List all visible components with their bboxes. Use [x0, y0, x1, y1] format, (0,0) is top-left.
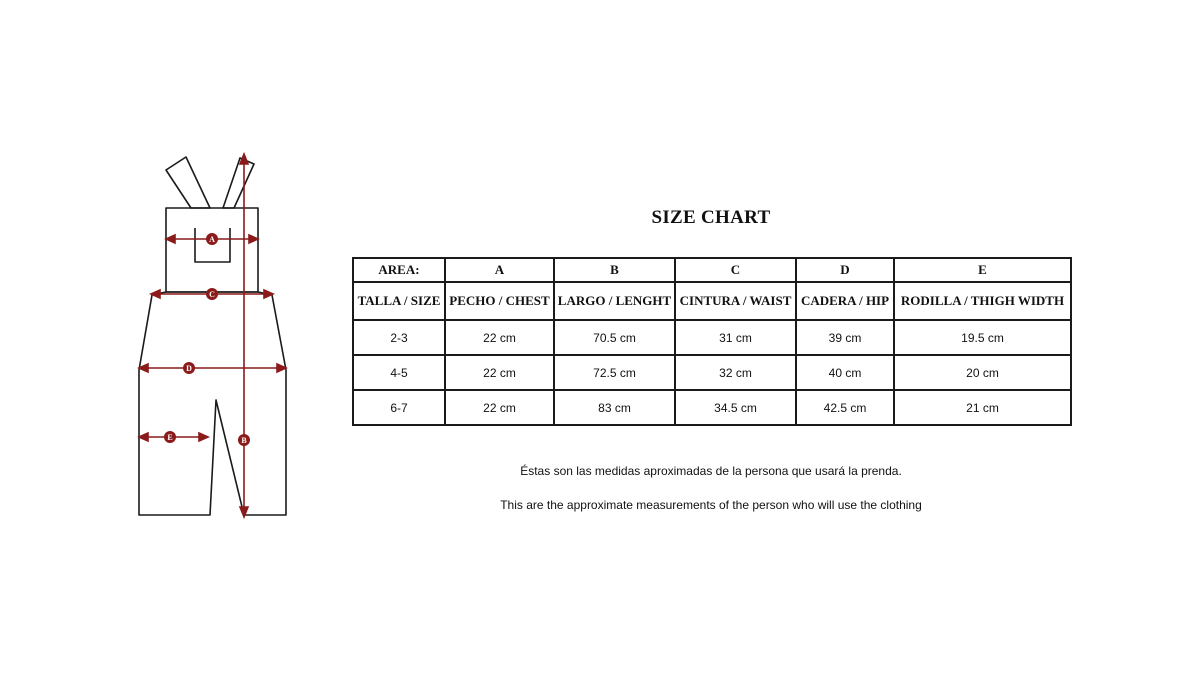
- cell-chest: 22 cm: [445, 320, 554, 355]
- cell-waist: 31 cm: [675, 320, 796, 355]
- cell-length: 83 cm: [554, 390, 675, 425]
- svg-text:C: C: [209, 290, 215, 299]
- svg-text:D: D: [186, 364, 192, 373]
- left-strap: [166, 157, 210, 208]
- cell-hip: 42.5 cm: [796, 390, 894, 425]
- right-strap: [223, 158, 254, 208]
- page-title: SIZE CHART: [651, 207, 771, 228]
- svg-text:E: E: [167, 433, 173, 442]
- area-c: C: [675, 258, 796, 282]
- table-row: [353, 320, 1071, 355]
- column-header-waist: CINTURA / WAIST: [675, 282, 796, 320]
- header-row: [353, 282, 1071, 320]
- size-table: [352, 257, 1072, 426]
- area-d: D: [796, 258, 894, 282]
- cell-length: 72.5 cm: [554, 355, 675, 390]
- marker-b: [238, 434, 250, 446]
- area-label: AREA:: [353, 258, 445, 282]
- column-header-chest: PECHO / CHEST: [445, 282, 554, 320]
- cell-chest: 22 cm: [445, 390, 554, 425]
- svg-text:A: A: [209, 235, 215, 244]
- cell-thigh: 20 cm: [894, 355, 1071, 390]
- cell-chest: 22 cm: [445, 355, 554, 390]
- svg-text:B: B: [241, 436, 247, 445]
- column-header-size: TALLA / SIZE: [353, 282, 445, 320]
- area-row: [353, 258, 1071, 282]
- area-e: E: [894, 258, 1071, 282]
- column-header-hip: CADERA / HIP: [796, 282, 894, 320]
- note-english: This are the approximate measurements of the person who will use the clothing: [500, 498, 922, 512]
- overalls-illustration: [120, 140, 310, 535]
- overalls-body: [139, 292, 286, 515]
- cell-size: 6-7: [353, 390, 445, 425]
- area-a: A: [445, 258, 554, 282]
- cell-hip: 40 cm: [796, 355, 894, 390]
- marker-c: [206, 288, 218, 300]
- column-header-length: LARGO / LENGHT: [554, 282, 675, 320]
- note-spanish: Éstas son las medidas aproximadas de la persona que usará la prenda.: [520, 464, 902, 478]
- marker-e: [164, 431, 176, 443]
- cell-size: 2-3: [353, 320, 445, 355]
- table-row: [353, 390, 1071, 425]
- area-b: B: [554, 258, 675, 282]
- cell-size: 4-5: [353, 355, 445, 390]
- cell-waist: 32 cm: [675, 355, 796, 390]
- cell-hip: 39 cm: [796, 320, 894, 355]
- cell-length: 70.5 cm: [554, 320, 675, 355]
- cell-waist: 34.5 cm: [675, 390, 796, 425]
- column-header-thigh: RODILLA / THIGH WIDTH: [894, 282, 1071, 320]
- marker-d: [183, 362, 195, 374]
- marker-a: [206, 233, 218, 245]
- table-row: [353, 355, 1071, 390]
- overalls-diagram: [120, 140, 310, 535]
- cell-thigh: 21 cm: [894, 390, 1071, 425]
- cell-thigh: 19.5 cm: [894, 320, 1071, 355]
